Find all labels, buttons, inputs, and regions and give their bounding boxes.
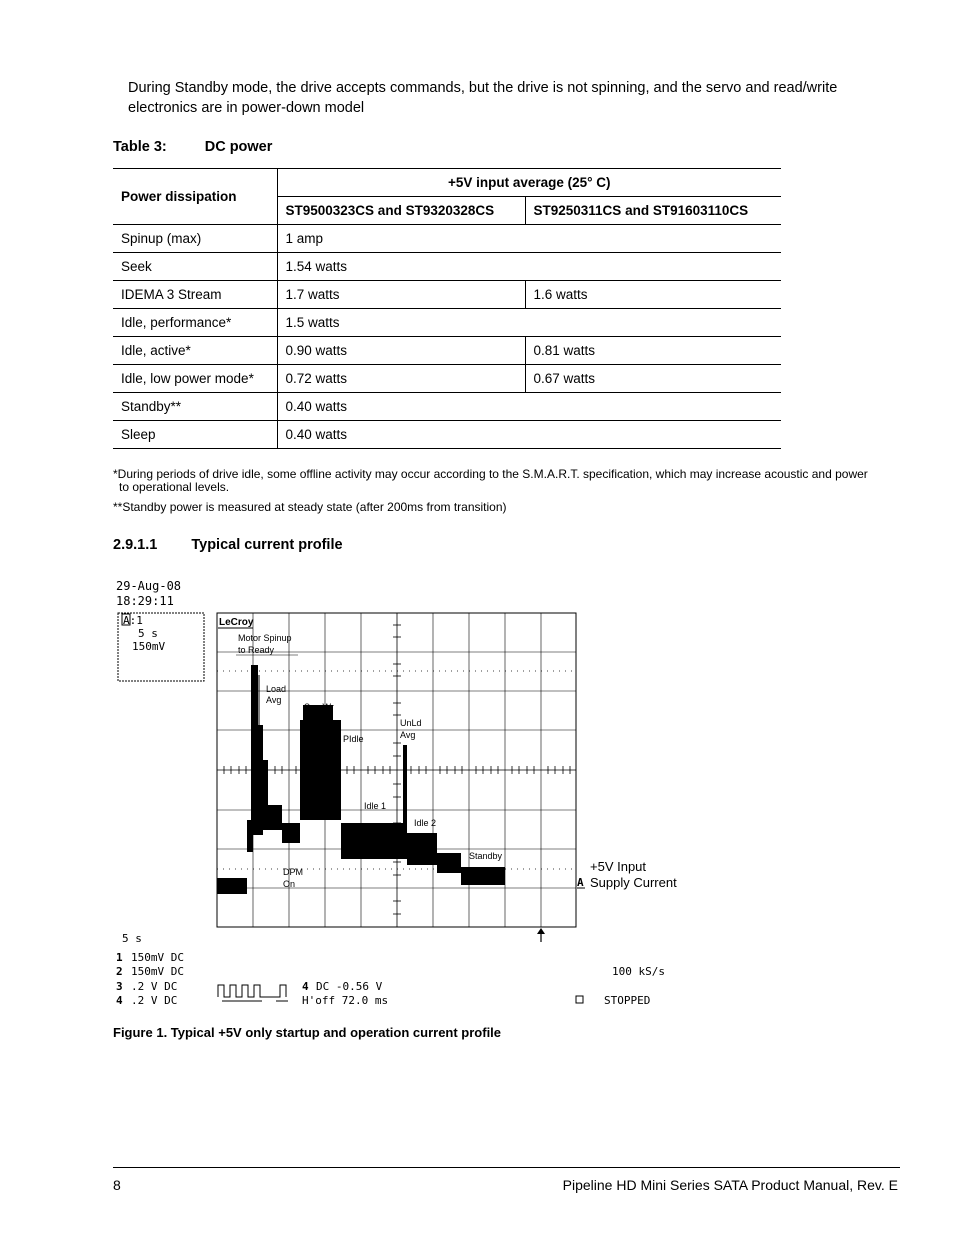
intro-paragraph: During Standby mode, the drive accepts commands, but the drive is not spinning, and the servo and read/write electronics are in power-down model (128, 80, 838, 116)
footnote-smart (113, 468, 913, 494)
table-row (113, 281, 781, 309)
holdoff-readout: H'off 72.0 ms (302, 994, 389, 1007)
timebase-readout: 5 s (122, 932, 142, 945)
annotation-dpm-on: On (283, 879, 296, 889)
row-value-2: 0.67 watts (525, 365, 781, 393)
oscilloscope-screenshot (110, 575, 710, 1020)
scope-time: 18:29:11 (116, 594, 174, 608)
channel-3-readout: .2 V DC (131, 980, 178, 993)
header-col2: ST9250311CS and ST91603110CS (525, 197, 781, 225)
header-col1: ST9500323CS and ST9320328CS (277, 197, 525, 225)
table-row (113, 225, 781, 253)
pulse-train-icon (218, 985, 288, 1001)
svg-text:2: 2 (116, 965, 123, 978)
footnote-line-1: *During periods of drive idle, some offline activity may occur according to the S.M.A.R.T. specification, which may increase acoustic and power (113, 467, 868, 481)
header-input-average: +5V input average (25° C) (277, 169, 781, 197)
svg-text:1: 1 (116, 951, 123, 964)
trace-marker: A (577, 876, 584, 889)
figure-caption: Figure 1. Typical +5V only startup and operation current profile (113, 1025, 502, 1040)
footer-divider (113, 1167, 900, 1168)
annotation-load-avg: Avg (266, 695, 282, 705)
row-value-2: 1.6 watts (525, 281, 781, 309)
table-row (113, 337, 781, 365)
dc-power-table (113, 168, 781, 449)
channel-box-time: 5 s (138, 627, 158, 640)
trigger-readout: DC -0.56 V (316, 980, 383, 993)
row-value: 1 amp (277, 225, 781, 253)
annotation-pidle: PIdle (343, 734, 364, 744)
annotation-seq-wr: Seq Wr (304, 702, 334, 712)
trace-label-line-1: +5V Input (590, 859, 647, 874)
table-label: Table 3: (113, 139, 167, 155)
annotation-load: Load (266, 684, 287, 694)
trigger-arrow-icon (537, 928, 545, 942)
row-value: 0.90 watts (277, 337, 525, 365)
annotation-dpm: DPM (283, 867, 303, 877)
row-value-2: 0.81 watts (525, 337, 781, 365)
table-row (113, 393, 781, 421)
row-name: Spinup (max) (113, 225, 277, 253)
trigger-channel: 4 (302, 980, 309, 993)
page-number: 8 (113, 1177, 121, 1193)
row-name: Seek (113, 253, 277, 281)
channel-4-readout: .2 V DC (131, 994, 178, 1007)
scope-date: 29-Aug-08 (116, 579, 182, 593)
row-name: Standby** (113, 393, 277, 421)
row-name: Idle, active* (113, 337, 277, 365)
table-row (113, 421, 781, 449)
footnote-standby: **Standby power is measured at steady state (after 200ms from transition) (113, 500, 507, 514)
channel-1-readout: 150mV DC (131, 951, 184, 964)
table-row (113, 365, 781, 393)
footer-title: Pipeline HD Mini Series SATA Product Manual, Rev. E (562, 1177, 898, 1193)
header-power-dissipation: Power dissipation (113, 169, 277, 225)
row-value: 0.72 watts (277, 365, 525, 393)
channel-box-title: A:1 (123, 614, 143, 627)
table-caption (113, 139, 272, 155)
status-checkbox-icon (576, 996, 583, 1003)
trace-label (577, 859, 677, 890)
annotation-to-ready: to Ready (238, 645, 275, 655)
svg-text:4: 4 (116, 994, 123, 1007)
annotation-unld-avg: Avg (400, 730, 416, 740)
sample-rate-readout: 100 kS/s (612, 965, 665, 978)
svg-text:3: 3 (116, 980, 123, 993)
annotation-standby: Standby (469, 851, 503, 861)
row-value: 0.40 watts (277, 393, 781, 421)
channel-box (118, 613, 204, 681)
brand-text: LeCroy (219, 617, 254, 628)
trace-label-line-2: Supply Current (590, 875, 677, 890)
table-row (113, 253, 781, 281)
channel-box-volt: 150mV (132, 640, 166, 653)
row-value: 0.40 watts (277, 421, 781, 449)
section-heading (113, 537, 343, 553)
row-name: Sleep (113, 421, 277, 449)
footnote-line-2: to operational levels. (119, 480, 230, 494)
row-name: Idle, low power mode* (113, 365, 277, 393)
row-value: 1.54 watts (277, 253, 781, 281)
annotation-motor-spinup: Motor Spinup (238, 633, 292, 643)
section-title: Typical current profile (191, 537, 343, 553)
annotation-idle-1: Idle 1 (364, 801, 387, 811)
annotation-unld: UnLd (400, 718, 422, 728)
acquisition-status: STOPPED (604, 994, 651, 1007)
row-value: 1.7 watts (277, 281, 525, 309)
annotation-idle-2: Idle 2 (414, 818, 437, 828)
section-number: 2.9.1.1 (113, 537, 158, 553)
lecroy-logo (218, 617, 254, 628)
row-name: Idle, performance* (113, 309, 277, 337)
row-value: 1.5 watts (277, 309, 781, 337)
table-row (113, 309, 781, 337)
table-title: DC power (204, 139, 273, 155)
scope-graticule (217, 613, 576, 927)
row-name: IDEMA 3 Stream (113, 281, 277, 309)
channel-2-readout: 150mV DC (131, 965, 184, 978)
